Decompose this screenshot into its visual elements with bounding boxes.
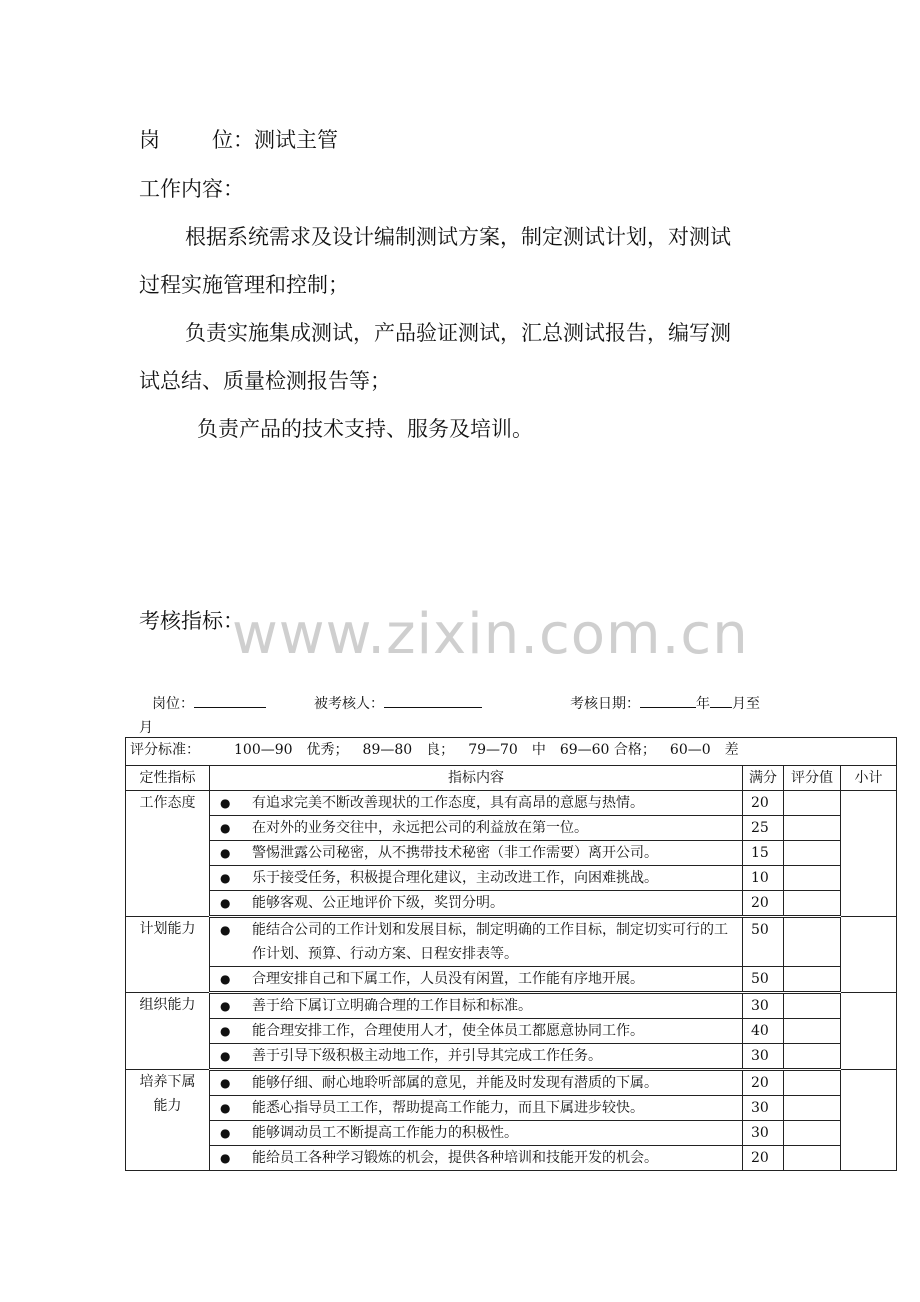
year-label: 年 bbox=[696, 696, 710, 712]
month-to-label: 月至 bbox=[732, 696, 760, 712]
duty-2-line-1: 负责实施集成测试，产品验证测试，汇总测试报告，编写测 bbox=[185, 321, 731, 345]
table-row bbox=[126, 917, 897, 967]
category-line: 能力 bbox=[153, 1098, 182, 1114]
watermark: www.zixin.com.cn bbox=[232, 602, 749, 667]
indicator-text: 警惕泄露公司秘密，从不携带技术秘密（非工作需要）离开公司。 bbox=[252, 845, 658, 861]
assessment-table bbox=[125, 737, 897, 1171]
rating-input-cell[interactable] bbox=[784, 1121, 841, 1146]
indicator-cell bbox=[210, 866, 743, 891]
full-score-cell: 20 bbox=[743, 1146, 784, 1171]
month-blank[interactable] bbox=[710, 693, 732, 708]
table-row bbox=[126, 1121, 897, 1146]
bullet-icon: ● bbox=[220, 1101, 231, 1115]
post-label-b: 位： bbox=[212, 128, 254, 152]
table-row bbox=[126, 816, 897, 841]
form-person-field bbox=[314, 693, 482, 713]
duty-3-line-1: 负责产品的技术支持、服务及培训。 bbox=[197, 417, 533, 441]
table-row bbox=[126, 1146, 897, 1171]
form-person-label: 被考核人： bbox=[314, 696, 384, 712]
duty-2-line-2: 试总结、质量检测报告等； bbox=[139, 369, 391, 393]
category-cell: 工作态度 bbox=[126, 791, 210, 917]
indicator-cell bbox=[210, 816, 743, 841]
duty-1-line-1: 根据系统需求及设计编制测试方案，制定测试计划，对测试 bbox=[185, 225, 731, 249]
table-row bbox=[126, 1044, 897, 1070]
rating-input-cell[interactable] bbox=[784, 1096, 841, 1121]
scoring-standard-cell bbox=[126, 738, 897, 766]
table-row bbox=[126, 891, 897, 917]
category-line: 培养下属 bbox=[139, 1074, 196, 1090]
rating-input-cell[interactable] bbox=[784, 1044, 841, 1070]
col-header-rating: 评分值 bbox=[784, 766, 841, 791]
post-value: 测试主管 bbox=[254, 128, 338, 152]
bullet-icon: ● bbox=[220, 821, 231, 835]
indicator-text: 能给员工各种学习锻炼的机会，提供各种培训和技能开发的机会。 bbox=[252, 1150, 658, 1166]
scoring-standard-row bbox=[126, 738, 897, 766]
table-row bbox=[126, 841, 897, 866]
indicator-text: 能合理安排工作，合理使用人才，使全体员工都愿意协同工作。 bbox=[252, 1023, 644, 1039]
full-score-cell: 20 bbox=[743, 891, 784, 917]
rating-input-cell[interactable] bbox=[784, 1146, 841, 1171]
table-header-row bbox=[126, 766, 897, 791]
table-row bbox=[126, 1019, 897, 1044]
category-cell bbox=[126, 1070, 210, 1171]
work-content-label: 工作内容： bbox=[139, 177, 244, 201]
bullet-icon: ● bbox=[220, 1126, 231, 1140]
indicator-text: 乐于接受任务，积极提合理化建议，主动改进工作，向困难挑战。 bbox=[252, 870, 658, 886]
indicator-cell bbox=[210, 1044, 743, 1070]
post-label-a: 岗 bbox=[139, 128, 160, 152]
full-score-cell: 30 bbox=[743, 1096, 784, 1121]
form-post-label: 岗位： bbox=[152, 696, 194, 712]
standard-grade: 79—70 中 bbox=[468, 742, 546, 758]
rating-input-cell[interactable] bbox=[784, 816, 841, 841]
bullet-icon: ● bbox=[220, 1049, 231, 1063]
indicator-text: 善于引导下级积极主动地工作，并引导其完成工作任务。 bbox=[252, 1048, 602, 1064]
indicator-cell bbox=[210, 993, 743, 1019]
table-row bbox=[126, 993, 897, 1019]
indicator-text: 有追求完美不断改善现状的工作态度，具有高昂的意愿与热情。 bbox=[252, 795, 644, 811]
bullet-icon: ● bbox=[220, 1151, 231, 1165]
full-score-cell: 30 bbox=[743, 1121, 784, 1146]
indicator-text: 在对外的业务交往中，永远把公司的利益放在第一位。 bbox=[252, 820, 588, 836]
full-score-cell: 50 bbox=[743, 917, 784, 967]
indicator-cell bbox=[210, 917, 743, 967]
indicator-cell bbox=[210, 891, 743, 917]
indicator-text: 合理安排自己和下属工作，人员没有闲置，工作能有序地开展。 bbox=[252, 971, 644, 987]
form-month-label: 月 bbox=[139, 720, 153, 736]
post-line bbox=[139, 124, 338, 154]
indicator-cell bbox=[210, 791, 743, 816]
rating-input-cell[interactable] bbox=[784, 891, 841, 917]
rating-input-cell[interactable] bbox=[784, 917, 841, 967]
full-score-cell: 30 bbox=[743, 1044, 784, 1070]
indicator-text: 能够仔细、耐心地聆听部属的意见，并能及时发现有潜质的下属。 bbox=[252, 1075, 658, 1091]
standard-label: 评分标准： bbox=[130, 742, 200, 758]
indicator-text: 善于给下属订立明确合理的工作目标和标准。 bbox=[252, 998, 532, 1014]
bullet-icon: ● bbox=[220, 999, 231, 1013]
col-header-category: 定性指标 bbox=[126, 766, 210, 791]
full-score-cell: 40 bbox=[743, 1019, 784, 1044]
rating-input-cell[interactable] bbox=[784, 993, 841, 1019]
table-row bbox=[126, 1096, 897, 1121]
standard-grade: 69—60 合格； bbox=[559, 742, 656, 758]
col-header-full-score: 满分 bbox=[743, 766, 784, 791]
category-cell: 组织能力 bbox=[126, 993, 210, 1070]
standard-grade: 89—80 良； bbox=[362, 742, 455, 758]
form-post-field bbox=[152, 693, 266, 713]
full-score-cell: 20 bbox=[743, 791, 784, 816]
rating-input-cell[interactable] bbox=[784, 1070, 841, 1096]
full-score-cell: 15 bbox=[743, 841, 784, 866]
col-header-content: 指标内容 bbox=[210, 766, 743, 791]
subtotal-cell[interactable] bbox=[841, 993, 897, 1070]
form-date-label: 考核日期： bbox=[570, 696, 640, 712]
table-row bbox=[126, 866, 897, 891]
rating-input-cell[interactable] bbox=[784, 1019, 841, 1044]
indicator-cell bbox=[210, 1146, 743, 1171]
full-score-cell: 20 bbox=[743, 1070, 784, 1096]
rating-input-cell[interactable] bbox=[784, 841, 841, 866]
bullet-icon: ● bbox=[220, 923, 231, 937]
rating-input-cell[interactable] bbox=[784, 791, 841, 816]
bullet-icon: ● bbox=[220, 1024, 231, 1038]
indicator-cell bbox=[210, 1019, 743, 1044]
indicator-cell bbox=[210, 1070, 743, 1096]
bullet-icon: ● bbox=[220, 896, 231, 910]
full-score-cell: 10 bbox=[743, 866, 784, 891]
indicator-text: 能结合公司的工作计划和发展目标，制定明确的工作目标，制定切实可行的工作计划、预算、行动方案、日程安排表等。 bbox=[252, 922, 728, 962]
full-score-cell: 25 bbox=[743, 816, 784, 841]
standard-grade: 60—0 差 bbox=[669, 742, 739, 758]
subtotal-cell[interactable] bbox=[841, 791, 897, 917]
bullet-icon: ● bbox=[220, 1076, 231, 1090]
table-row bbox=[126, 967, 897, 993]
year-blank[interactable] bbox=[640, 693, 696, 708]
rating-input-cell[interactable] bbox=[784, 866, 841, 891]
indicator-cell bbox=[210, 967, 743, 993]
table-row bbox=[126, 1070, 897, 1096]
indicator-cell bbox=[210, 841, 743, 866]
subtotal-cell[interactable] bbox=[841, 1070, 897, 1171]
full-score-cell: 30 bbox=[743, 993, 784, 1019]
bullet-icon: ● bbox=[220, 871, 231, 885]
rating-input-cell[interactable] bbox=[784, 967, 841, 993]
standard-grade: 100—90 优秀； bbox=[234, 742, 349, 758]
subtotal-cell[interactable] bbox=[841, 917, 897, 993]
indicator-text: 能够调动员工不断提高工作能力的积极性。 bbox=[252, 1125, 518, 1141]
bullet-icon: ● bbox=[220, 972, 231, 986]
post-blank[interactable] bbox=[194, 693, 266, 708]
bullet-icon: ● bbox=[220, 846, 231, 860]
indicator-text: 能够客观、公正地评价下级，奖罚分明。 bbox=[252, 895, 504, 911]
table-row bbox=[126, 791, 897, 816]
indicator-text: 能悉心指导员工工作，帮助提高工作能力，而且下属进步较快。 bbox=[252, 1100, 644, 1116]
assessment-title: 考核指标： bbox=[139, 609, 244, 633]
person-blank[interactable] bbox=[384, 693, 482, 708]
col-header-subtotal: 小计 bbox=[841, 766, 897, 791]
bullet-icon: ● bbox=[220, 796, 231, 810]
category-cell: 计划能力 bbox=[126, 917, 210, 993]
indicator-cell bbox=[210, 1096, 743, 1121]
form-date-field bbox=[570, 693, 760, 713]
full-score-cell: 50 bbox=[743, 967, 784, 993]
indicator-cell bbox=[210, 1121, 743, 1146]
duty-1-line-2: 过程实施管理和控制； bbox=[139, 273, 349, 297]
